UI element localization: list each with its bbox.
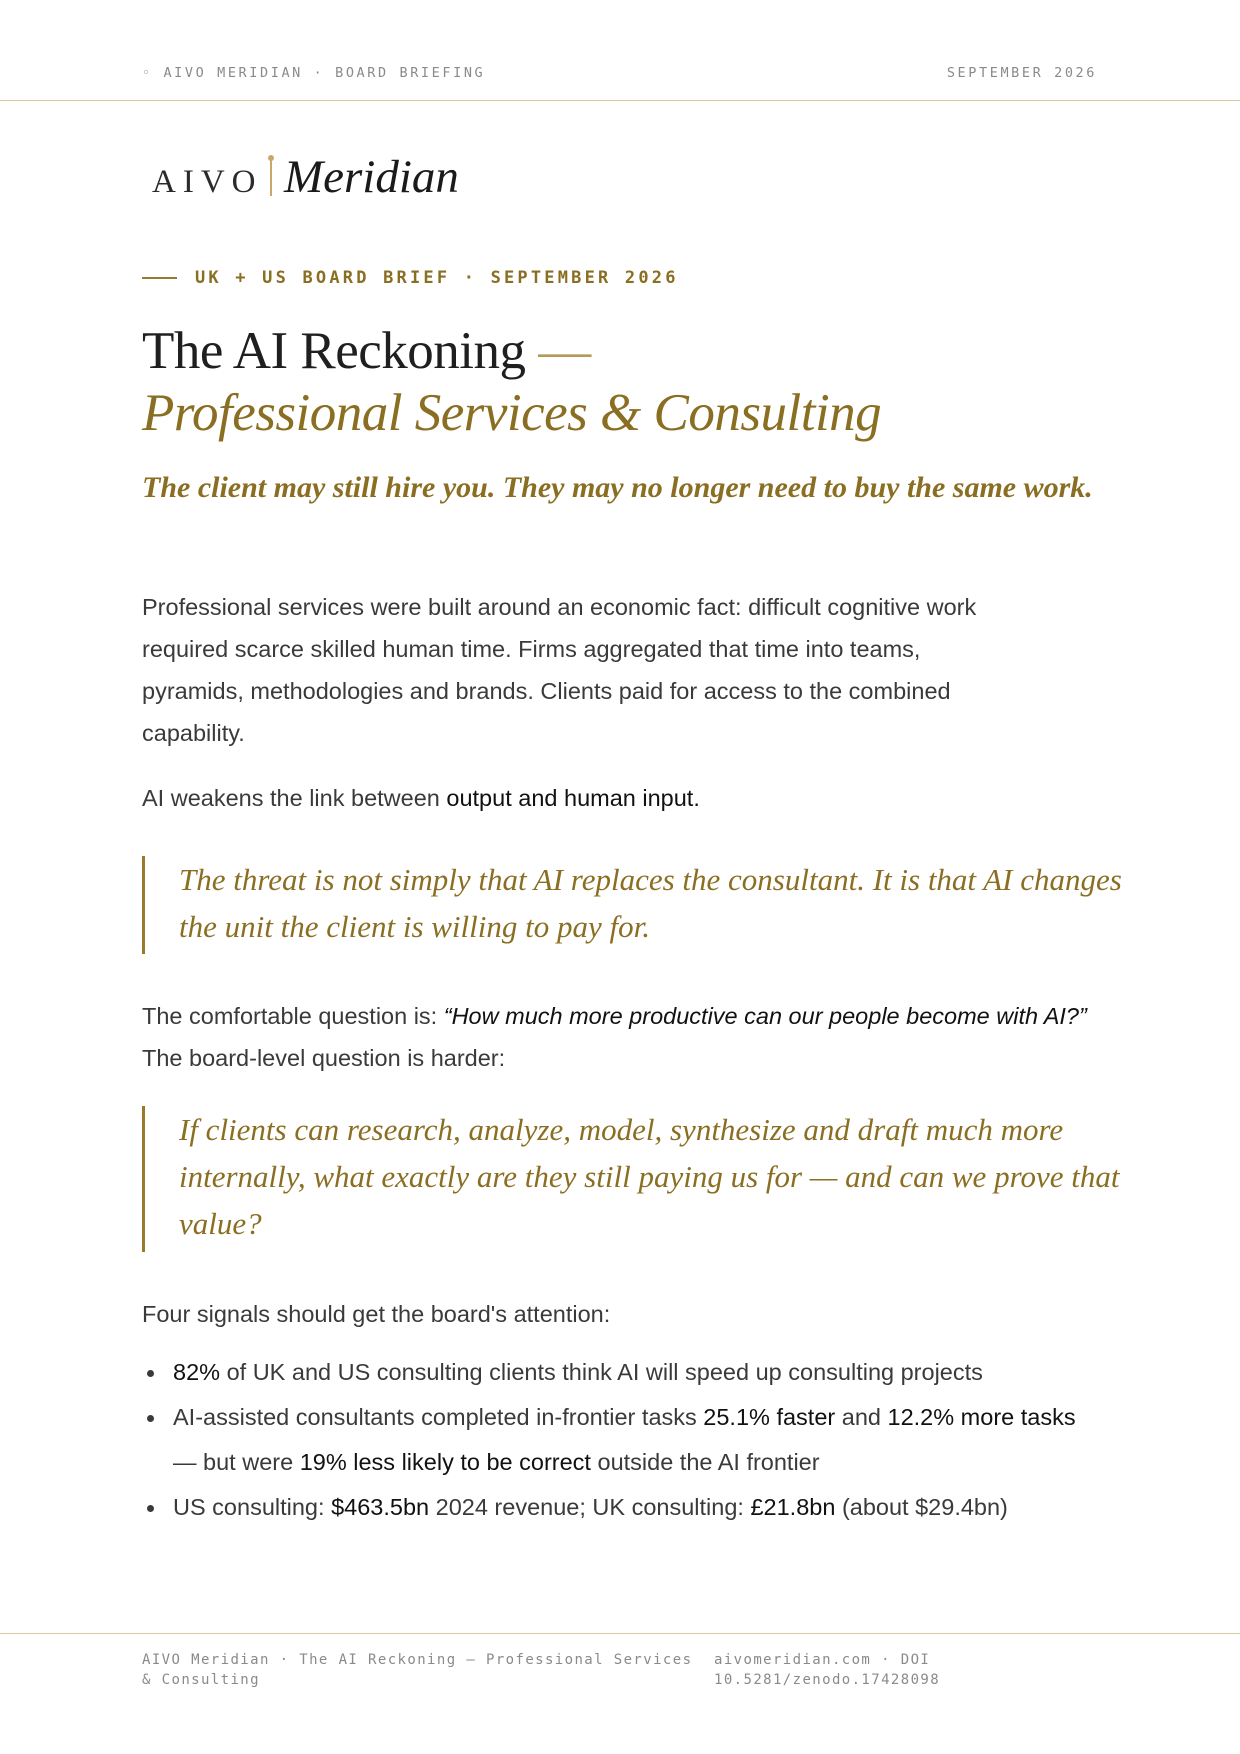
pull-quote-value: If clients can research, analyze, model, synthesize and draft much more internally, what exactly are they still paying us for — and can we prove that value? bbox=[142, 1106, 1139, 1252]
footer-title: AIVO Meridian · The AI Reckoning — Professional Services & Consulting bbox=[142, 1652, 693, 1688]
signals-list bbox=[142, 1350, 1102, 1530]
paragraph-ai-link bbox=[142, 777, 1042, 819]
paragraph-intro: Professional services were built around an economic fact: difficult cognitive work required scarce skilled human time. Firms aggregated that time into teams, pyramids, methodologies and brands. Clients paid for access to the combined capability. bbox=[142, 594, 977, 746]
bullet2-s3: 19% less likely to be correct bbox=[299, 1449, 591, 1475]
title-dash: — bbox=[525, 322, 591, 380]
list-item bbox=[142, 1395, 1102, 1485]
bullet2-t1: AI-assisted consultants completed in-frontier tasks bbox=[173, 1404, 704, 1430]
title-line1: The AI Reckoning bbox=[142, 322, 526, 380]
page-header bbox=[0, 0, 1240, 101]
logo-meridian: Meridian bbox=[284, 151, 459, 203]
header-brand: ◦ AIVO MERIDIAN · BOARD BRIEFING bbox=[142, 65, 486, 81]
pull-quote-threat: The threat is not simply that AI replaces the consultant. It is that AI changes the unit the client is willing to pay for. bbox=[142, 856, 1139, 954]
logo-divider bbox=[270, 160, 272, 196]
paragraph-question-lead: The comfortable question is: bbox=[142, 1003, 444, 1029]
logo-aivo: AIVO bbox=[152, 164, 263, 200]
title-line2: Professional Services & Consulting bbox=[142, 384, 882, 442]
eyebrow bbox=[142, 268, 679, 288]
bullet2-s1: 25.1% faster bbox=[703, 1404, 836, 1430]
header-date: SEPTEMBER 2026 bbox=[946, 65, 1097, 81]
bullet3-s1: $463.5bn bbox=[331, 1494, 430, 1520]
bullet3-t2: 2024 revenue; UK consulting: bbox=[429, 1494, 751, 1520]
paragraph-question-quote: “How much more productive can our people become with AI?” bbox=[443, 1003, 1087, 1029]
subtitle: The client may still hire you. They may no longer need to buy the same work. bbox=[142, 471, 1093, 504]
bullet2-t2: and bbox=[835, 1404, 888, 1430]
page-title bbox=[142, 320, 1102, 444]
bullet1-strong: 82% bbox=[173, 1359, 221, 1385]
paragraph-signals: Four signals should get the board's attention: bbox=[142, 1301, 611, 1327]
eyebrow-text: UK + US BOARD BRIEF · SEPTEMBER 2026 bbox=[195, 268, 679, 288]
paragraph-ai-link-lead: AI weakens the link between bbox=[142, 785, 447, 811]
paragraph-question-tail: The board-level question is harder: bbox=[142, 1045, 506, 1071]
list-item bbox=[142, 1350, 1102, 1395]
bullet2-t3: — but were bbox=[173, 1449, 300, 1475]
paragraph-question bbox=[142, 995, 1102, 1079]
page-footer bbox=[0, 1633, 1240, 1688]
bullet2-t4: outside the AI frontier bbox=[590, 1449, 820, 1475]
bullet3-t1: US consulting: bbox=[173, 1494, 332, 1520]
bullet3-t3: (about $29.4bn) bbox=[835, 1494, 1008, 1520]
bullet3-s2: £21.8bn bbox=[750, 1494, 836, 1520]
paragraph-ai-link-strong: output and human input. bbox=[446, 785, 700, 811]
list-item bbox=[142, 1485, 1102, 1530]
footer-link[interactable]: aivomeridian.com · DOI 10.5281/zenodo.17428098 bbox=[714, 1652, 941, 1688]
bullet1-text: of UK and US consulting clients think AI will speed up consulting projects bbox=[220, 1359, 983, 1385]
eyebrow-rule bbox=[142, 277, 177, 279]
bullet2-s2: 12.2% more tasks bbox=[887, 1404, 1076, 1430]
